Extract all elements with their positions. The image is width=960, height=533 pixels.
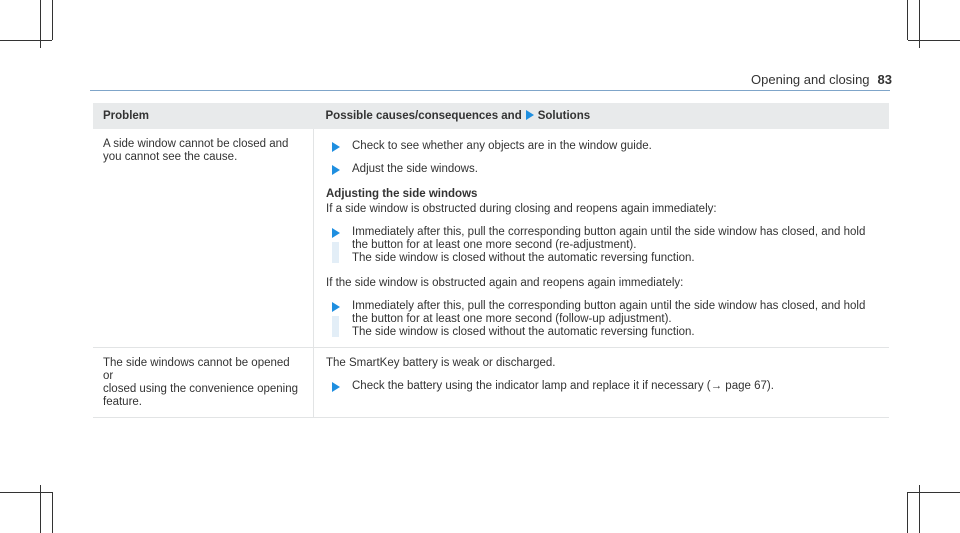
solution-cell bbox=[314, 348, 890, 418]
crop-mark bbox=[907, 0, 908, 40]
solution-step: Adjust the side windows. bbox=[326, 163, 879, 176]
troubleshooting-table bbox=[93, 103, 889, 418]
column-header-problem: Problem bbox=[93, 103, 314, 129]
solution-step: Immediately after this, pull the corresponding button again until the side window has closed, and hold the button for at least one more second (follow-up adjustment). The side window is closed without the automatic reversing function. bbox=[326, 300, 879, 339]
crop-mark bbox=[908, 492, 960, 493]
table-header-row bbox=[93, 103, 889, 129]
crop-mark bbox=[52, 492, 53, 533]
table-row bbox=[93, 129, 889, 348]
column-header-causes: Possible causes/consequences and Solutions bbox=[314, 103, 890, 129]
crop-mark bbox=[908, 40, 960, 41]
solution-step: Check to see whether any objects are in the window guide. bbox=[326, 140, 879, 153]
step-bar bbox=[332, 242, 339, 263]
arrow-icon bbox=[332, 165, 340, 175]
step-bar bbox=[332, 316, 339, 337]
arrow-icon bbox=[332, 302, 340, 312]
arrow-icon bbox=[332, 228, 340, 238]
solution-step: Check the battery using the indicator lamp and replace it if necessary (→ page 67). bbox=[326, 380, 879, 393]
table-row bbox=[93, 348, 889, 418]
solution-step: Immediately after this, pull the corresponding button again until the side window has closed, and hold the button for at least one more second (re-adjustment). The side window is closed without the automatic reversing function. bbox=[326, 226, 879, 265]
crop-mark bbox=[907, 492, 908, 533]
crop-mark bbox=[52, 0, 53, 40]
page-number: 83 bbox=[877, 72, 892, 87]
section-title: Opening and closing bbox=[751, 72, 870, 87]
crop-mark bbox=[0, 492, 52, 493]
solution-cell bbox=[314, 129, 890, 348]
cause-text: The SmartKey battery is weak or discharged. bbox=[326, 357, 556, 370]
arrow-icon bbox=[332, 382, 340, 392]
paragraph: If the side window is obstructed again and reopens again immediately: bbox=[326, 277, 684, 290]
header-rule bbox=[90, 90, 890, 91]
paragraph: If a side window is obstructed during closing and reopens again immediately: bbox=[326, 203, 717, 216]
problem-cell: The side windows cannot be opened or closed using the convenience opening feature. bbox=[93, 348, 314, 418]
crop-mark bbox=[0, 40, 52, 41]
arrow-icon bbox=[332, 142, 340, 152]
page-header bbox=[751, 72, 892, 87]
subheading: Adjusting the side windows bbox=[326, 188, 478, 201]
problem-cell: A side window cannot be closed and you cannot see the cause. bbox=[93, 129, 314, 348]
arrow-icon bbox=[526, 110, 534, 120]
